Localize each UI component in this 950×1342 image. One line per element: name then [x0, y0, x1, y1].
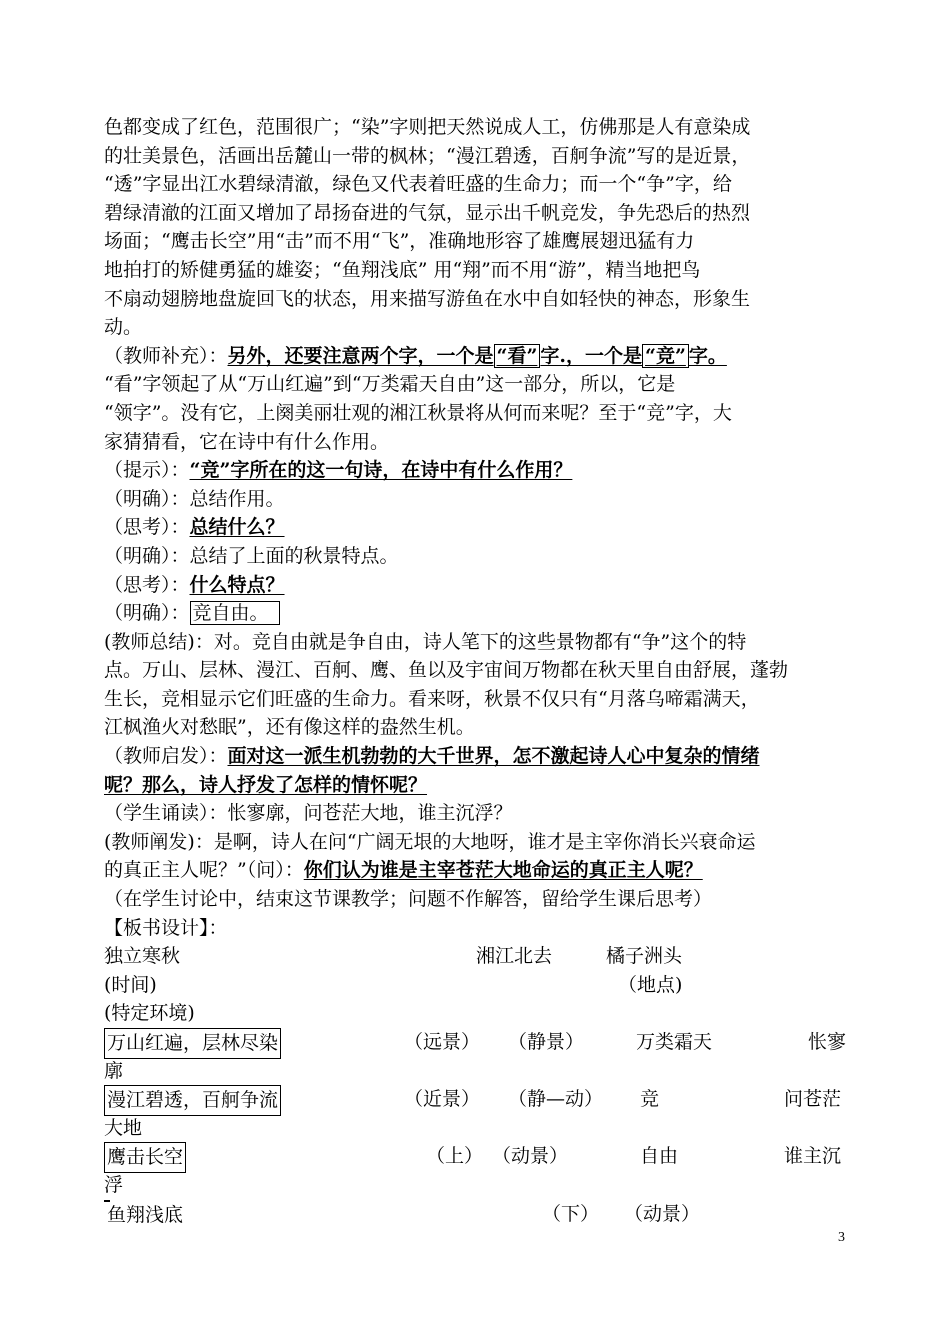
- text-line: 的壮美景色，活画出岳麓山一带的枫林；“漫江碧透，百舸争流”写的是近景，: [104, 144, 751, 167]
- teacher-supplement: [104, 342, 848, 371]
- kan-char-box: “看”: [494, 344, 541, 368]
- text-line: 地拍打的矫健勇猛的雄姿；“鱼翔浅底” 用“翔”而不用“游”，精当地把鸟: [104, 258, 701, 281]
- board-row: (时间) （地点): [104, 973, 683, 996]
- board-design: [104, 942, 848, 1228]
- speaker-label: （提示）：: [104, 459, 190, 482]
- board-row: 万山红遍，层林尽染 （远景） （静景） 万类霜天 怅寥: [104, 1028, 848, 1057]
- text-line: 点。万山、层林、漫江、百舸、鹰、鱼以及宇宙间万物都在秋天里自由舒展，蓬勃: [104, 659, 789, 682]
- teacher-explain: (教师阐发)：是啊，诗人在问“广阔无垠的大地呀，谁才是主宰你消长兴衰命运 的真正主人呢？”（问）：你们认为谁是主宰苍茫大地命运的真正主人呢？: [104, 830, 756, 882]
- speaker-label: （教师补充）：: [104, 344, 228, 367]
- board-row: (特定环境): [104, 1002, 195, 1025]
- lingzi-paragraph: [104, 370, 848, 456]
- jing-char-box: “竞”: [642, 344, 689, 368]
- board-row: 独立寒秋 湘江北去 橘子洲头: [104, 945, 683, 968]
- text-line: 不扇动翅膀地盘旋回飞的状态，用来描写游鱼在水中自如轻快的神态，形象生: [104, 287, 751, 310]
- text-line: “领字”。没有它，上阕美丽壮观的湘江秋景将从何而来呢？至于“竞”字，大: [104, 401, 732, 424]
- clarify-line: （明确）：总结了上面的秋景特点。: [104, 544, 399, 567]
- page-number: 3: [838, 1230, 845, 1245]
- text-line: 色都变成了红色，范围很广；“染”字则把天然说成人工，仿佛那是人有意染成: [104, 116, 751, 138]
- verse-box: 鱼翔浅底: [104, 1200, 110, 1202]
- think-question: 总结什么？: [189, 516, 285, 539]
- final-question: 你们认为谁是主宰苍茫大地命运的真正主人呢？: [303, 859, 703, 882]
- speaker-label: （思考）：: [104, 516, 190, 539]
- text-line: 动。: [104, 316, 143, 339]
- verse-box: 漫江碧透，百舸争流: [104, 1085, 281, 1116]
- text-line: “看”字领起了从“万山红遍”到“万类霜天自由”这一部分，所以，它是: [104, 373, 676, 396]
- board-row: 廓: [104, 1059, 124, 1082]
- text-line: 生长，竞相显示它们旺盛的生命力。看来呀，秋景不仅只有“月落乌啼霜满天，: [104, 687, 760, 710]
- hint-question: “竞”字所在的这一句诗，在诗中有什么作用？: [189, 459, 573, 482]
- text-line: 碧绿清澈的江面又增加了昂扬奋进的气氛，显示出千帆竞发，争先恐后的热烈: [104, 201, 751, 224]
- board-row: 浮: [104, 1173, 124, 1196]
- answer-box: 竞自由。: [190, 601, 280, 625]
- text-line: 江枫渔火对愁眠”，还有像这样的盎然生机。: [104, 716, 475, 739]
- text-line: “透”字显出江水碧绿清澈，绿色又代表着旺盛的生命力；而一个“争”字，给: [104, 173, 732, 196]
- student-recite: （学生诵读）：怅寥廓，问苍茫大地，谁主沉浮？: [104, 802, 513, 825]
- teacher-summary: [104, 628, 848, 742]
- clarify-line: （明确）：总结作用。: [104, 487, 285, 510]
- board-row: 漫江碧透，百舸争流 （近景） （静—动） 竞 问苍茫: [104, 1085, 848, 1114]
- speaker-label: （明确）：: [104, 544, 190, 567]
- text-line: (教师总结)：对。竞自由就是争自由，诗人笔下的这些景物都有“争”这个的特: [104, 630, 747, 653]
- think-question: 什么特点？: [189, 573, 285, 596]
- supplement-text: 另外，还要注意两个字，一个是 “看” 字.，一个是 “竞” 字。: [227, 344, 727, 367]
- speaker-label: （思考）：: [104, 573, 190, 596]
- clarify-line: [104, 599, 848, 628]
- verse-box: 万山红遍，层林尽染: [104, 1028, 281, 1059]
- board-row: 大地: [104, 1116, 143, 1139]
- analysis-paragraph: [104, 113, 848, 342]
- board-title: 【板书设计】：: [104, 916, 228, 939]
- text-line: 场面；“鹰击长空”用“击”而不用“飞”，准确地形容了雄鹰展翅迅猛有力: [104, 230, 695, 253]
- teacher-inspire: （教师启发）：面对这一派生机勃勃的大千世界，怎不激起诗人心中复杂的情绪 呢？那么，诗人抒发了怎样的情怀呢？: [104, 745, 760, 796]
- hint-line: [104, 456, 848, 485]
- board-row: 鹰击长空 （上） （动景） 自由 谁主沉: [104, 1142, 848, 1171]
- think-line: [104, 571, 848, 600]
- think-line: [104, 513, 848, 542]
- speaker-label: （教师启发）：: [104, 745, 228, 768]
- text-line: 家猜猜看，它在诗中有什么作用。: [104, 430, 390, 453]
- closing-note: （在学生讨论中，结束这节课教学；问题不作解答，留给学生课后思考）: [104, 888, 713, 911]
- verse-box: 鹰击长空: [104, 1142, 186, 1173]
- document-page: [104, 113, 848, 1228]
- board-row: 鱼翔浅底 （下） （动景）: [104, 1200, 848, 1229]
- speaker-label: （明确）：: [104, 602, 190, 625]
- speaker-label: （明确）：: [104, 487, 190, 510]
